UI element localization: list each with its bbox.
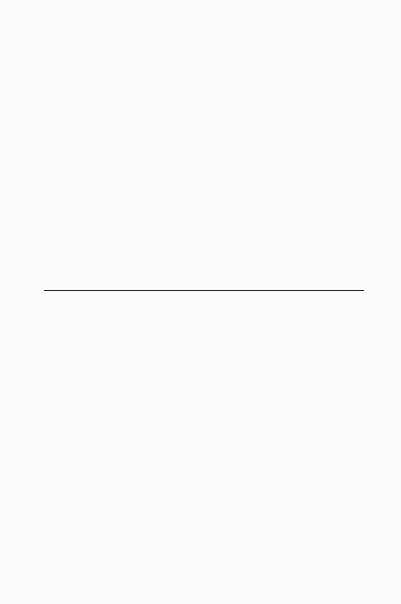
toc-lower-block [0,320,401,572]
toc-upper-block [0,36,401,282]
section-divider [44,290,364,291]
